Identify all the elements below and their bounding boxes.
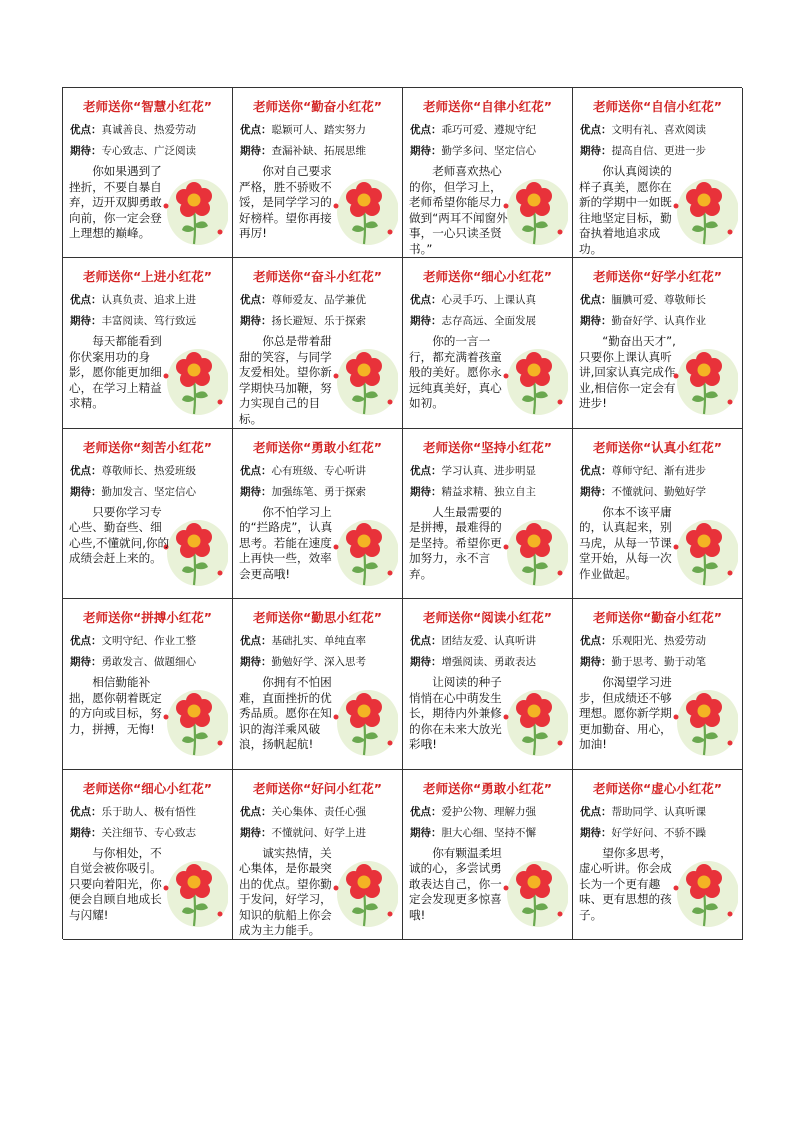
merit-line	[410, 122, 536, 137]
merit-line	[70, 292, 196, 307]
card-title: 老师送你“勇敢小红花”	[423, 780, 552, 796]
merit-line	[70, 633, 196, 648]
card-message: 诚实热情，关心集体，是你最突出的优点。望你勤于发问，好学习，知识的航船上你会成为主力能手。	[239, 845, 332, 938]
merit-line	[240, 804, 366, 819]
flower-card	[63, 599, 233, 769]
card-message: 你总是带着甜甜的笑容，与同学友爱相处。望你新学期快马加鞭，努力实现自己的目标。	[239, 334, 332, 426]
card-title: 老师送你“虚心小红花”	[593, 780, 722, 796]
merit-line	[410, 463, 536, 478]
merit-line	[580, 463, 706, 478]
small-flower-dot	[558, 230, 563, 235]
flower-card	[233, 599, 403, 769]
merit-label: 优点：	[580, 464, 612, 477]
expect-line	[410, 143, 536, 158]
expect-line	[240, 313, 366, 328]
merit-text: 基础扎实、单纯直率	[271, 635, 366, 648]
small-flower-dot	[388, 400, 393, 405]
merit-line	[240, 463, 366, 478]
expect-label: 期待：	[240, 826, 272, 839]
expect-text: 扬长避短、乐于探索	[271, 315, 366, 328]
card-title: 老师送你“奋斗小红花”	[253, 269, 382, 285]
flower-card	[573, 258, 743, 428]
card-message: 让阅读的种子悄悄在心中萌发生长，期待内外兼修的你在未来大放光彩哦!	[409, 675, 502, 752]
flower-card	[233, 770, 403, 940]
flower-card	[233, 88, 403, 258]
expect-text: 精益求精、独立自主	[441, 485, 536, 498]
card-title: 老师送你“勤思小红花”	[253, 610, 382, 626]
merit-line	[580, 122, 706, 137]
flower-card	[573, 770, 743, 940]
small-flower-dot	[558, 570, 563, 575]
small-flower-dot	[388, 230, 393, 235]
card-title: 老师送你“勇敢小红花”	[253, 439, 382, 455]
flower-center-shape	[698, 534, 711, 547]
card-title: 老师送你“细心小红花”	[83, 780, 212, 796]
flower-card	[403, 88, 573, 258]
merit-text: 乐观阳光、热爱劳动	[611, 635, 706, 648]
merit-line	[240, 292, 366, 307]
card-message: 你对自己要求严格，胜不骄败不馁，是同学学习的好榜样。望你再接再厉!	[239, 164, 332, 240]
merit-label: 优点：	[410, 635, 442, 648]
small-flower-dot	[218, 570, 223, 575]
merit-label: 优点：	[410, 464, 442, 477]
expect-line	[240, 143, 366, 158]
flower-card	[403, 429, 573, 599]
expect-line	[70, 654, 196, 669]
expect-text: 勤加发言、坚定信心	[101, 485, 196, 498]
merit-line	[70, 463, 196, 478]
merit-label: 优点：	[580, 635, 612, 648]
flower-card	[63, 258, 233, 428]
expect-text: 丰富阅读、笃行致远	[101, 315, 196, 328]
expect-text: 志存高远、全面发展	[441, 315, 536, 328]
small-flower-dot	[728, 400, 733, 405]
card-title: 老师送你“细心小红花”	[423, 269, 552, 285]
expect-line	[70, 825, 196, 840]
expect-label: 期待：	[70, 145, 102, 157]
card-message: 望你多思考，虚心听讲。你会成长为一个更有趣味、更有思想的孩子。	[579, 845, 672, 922]
expect-text: 勇敢发言、做题细心	[101, 656, 196, 669]
flower-card	[403, 770, 573, 940]
merit-label: 优点：	[240, 805, 272, 818]
card-title: 老师送你“自律小红花”	[423, 99, 552, 114]
card-title: 老师送你“认真小红花”	[593, 439, 722, 455]
small-flower-dot	[388, 741, 393, 746]
flower-center-shape	[698, 194, 711, 207]
flower-card	[63, 88, 233, 258]
flower-card	[403, 599, 573, 769]
merit-text: 腼腆可爱、尊敬师长	[611, 294, 706, 307]
flower-center-shape	[698, 705, 711, 718]
merit-line	[240, 122, 366, 137]
flower-center-shape	[528, 875, 541, 888]
flower-center-shape	[188, 705, 201, 718]
expect-label: 期待：	[70, 826, 102, 839]
expect-label: 期待：	[580, 315, 612, 328]
expect-text: 不懂就问、好学上进	[271, 826, 366, 839]
card-message: 只要你学习专心些、勤奋些、细心些,不懂就问,你的成绩会赶上来的。	[69, 504, 170, 566]
merit-text: 聪颖可人、踏实努力	[271, 124, 366, 136]
expect-label: 期待：	[410, 145, 442, 157]
card-message: 你拥有不怕困难，直面挫折的优秀品质。愿你在知识的海洋乘风破浪，扬帆起航!	[239, 675, 332, 752]
expect-text: 关注细节、专心致志	[101, 826, 196, 839]
expect-label: 期待：	[70, 485, 102, 498]
merit-text: 真诚善良、热爱劳动	[101, 124, 196, 136]
merit-text: 团结友爱、认真听讲	[441, 635, 536, 648]
expect-text: 提高自信、更进一步	[611, 145, 706, 157]
merit-line	[410, 804, 536, 819]
flower-center-shape	[528, 194, 541, 207]
flower-card-sheet	[62, 87, 742, 939]
flower-center-shape	[358, 534, 371, 547]
merit-text: 关心集体、责任心强	[271, 805, 366, 818]
merit-line	[410, 292, 536, 307]
expect-text: 勤奋好学、认真作业	[611, 315, 706, 328]
card-title: 老师送你“自信小红花”	[593, 99, 722, 114]
expect-label: 期待：	[410, 826, 442, 839]
card-title: 老师送你“上进小红花”	[83, 269, 212, 285]
flower-card	[63, 770, 233, 940]
expect-text: 查漏补缺、拓展思维	[271, 145, 366, 157]
expect-label: 期待：	[240, 145, 272, 157]
merit-label: 优点：	[70, 635, 102, 648]
expect-label: 期待：	[410, 485, 442, 498]
merit-text: 尊师守纪、渐有进步	[611, 464, 706, 477]
card-message: 你渴望学习进步，但成绩还不够理想。愿你新学期更加勤奋、用心，加油!	[579, 675, 672, 752]
merit-text: 文明守纪、作业工整	[101, 635, 196, 648]
merit-text: 文明有礼、喜欢阅读	[611, 124, 706, 136]
flower-center-shape	[188, 194, 201, 207]
merit-text: 尊师爱友、品学兼优	[271, 294, 366, 307]
expect-label: 期待：	[70, 315, 102, 328]
merit-line	[70, 122, 196, 137]
small-flower-dot	[728, 570, 733, 575]
merit-label: 优点：	[240, 464, 272, 477]
merit-text: 乖巧可爱、遵规守纪	[441, 124, 536, 136]
merit-line	[580, 292, 706, 307]
small-flower-dot	[388, 911, 393, 916]
merit-label: 优点：	[580, 124, 612, 136]
card-title: 老师送你“坚持小红花”	[423, 439, 552, 455]
merit-label: 优点：	[70, 124, 102, 136]
flower-center-shape	[528, 705, 541, 718]
expect-label: 期待：	[410, 315, 442, 328]
flower-center-shape	[188, 364, 201, 377]
flower-card	[403, 258, 573, 428]
expect-label: 期待：	[580, 145, 612, 157]
card-message: 你有颗温柔坦诚的心，多尝试勇敢表达自己，你一定会发现更多惊喜哦!	[409, 845, 502, 922]
card-message: 你的一言一行，都充满着孩童般的美好。愿你永远纯真美好，真心如初。	[409, 334, 502, 411]
expect-text: 勤勉好学、深入思考	[271, 656, 366, 669]
expect-line	[580, 484, 706, 499]
expect-text: 加强练笔、勇于探索	[271, 485, 366, 498]
flower-center-shape	[358, 194, 371, 207]
small-flower-dot	[558, 400, 563, 405]
merit-label: 优点：	[240, 635, 272, 648]
small-flower-dot	[388, 570, 393, 575]
merit-label: 优点：	[240, 294, 272, 307]
flower-card	[63, 429, 233, 599]
merit-line	[70, 804, 196, 819]
card-title: 老师送你“好学小红花”	[593, 269, 722, 285]
expect-line	[410, 313, 536, 328]
merit-label: 优点：	[70, 464, 102, 477]
flower-center-shape	[698, 875, 711, 888]
merit-text: 心灵手巧、上课认真	[441, 294, 536, 307]
small-flower-dot	[728, 911, 733, 916]
expect-label: 期待：	[580, 485, 612, 498]
expect-text: 专心致志、广泛阅读	[101, 145, 196, 157]
expect-line	[240, 654, 366, 669]
expect-line	[580, 313, 706, 328]
merit-label: 优点：	[70, 294, 102, 307]
small-flower-dot	[558, 741, 563, 746]
flower-center-shape	[528, 534, 541, 547]
merit-text: 认真负责、追求上进	[101, 294, 196, 307]
flower-center-shape	[698, 364, 711, 377]
merit-label: 优点：	[70, 805, 102, 818]
card-message: 你不怕学习上的“拦路虎”，认真思考。若能在速度上再快一些，效率会更高哦!	[239, 504, 333, 581]
expect-text: 勤于思考、勤于动笔	[611, 656, 706, 669]
flower-card	[573, 88, 743, 258]
small-flower-dot	[218, 911, 223, 916]
expect-line	[410, 825, 536, 840]
expect-text: 勤学多问、坚定信心	[441, 145, 536, 157]
expect-line	[70, 143, 196, 158]
expect-label: 期待：	[580, 656, 612, 669]
merit-label: 优点：	[580, 294, 612, 307]
card-title: 老师送你“好问小红花”	[253, 780, 382, 796]
merit-label: 优点：	[410, 124, 442, 136]
card-title: 老师送你“刻苦小红花”	[83, 439, 212, 455]
small-flower-dot	[218, 741, 223, 746]
flower-center-shape	[358, 705, 371, 718]
card-message: 与你相处，不自觉会被你吸引。只要向着阳光，你便会自顾自地成长与闪耀!	[69, 845, 162, 922]
expect-line	[410, 484, 536, 499]
expect-line	[580, 654, 706, 669]
expect-line	[580, 825, 706, 840]
expect-label: 期待：	[580, 826, 612, 839]
expect-line	[70, 313, 196, 328]
expect-label: 期待：	[70, 656, 102, 669]
expect-text: 不懂就问、勤勉好学	[611, 485, 706, 498]
merit-text: 帮助同学、认真听课	[611, 805, 706, 818]
expect-label: 期待：	[240, 315, 272, 328]
merit-text: 学习认真、进步明显	[441, 464, 536, 477]
merit-line	[240, 633, 366, 648]
card-message: 你本不该平庸的，认真起来，别马虎，从每一节课堂开始，从每一次作业做起。	[579, 504, 672, 581]
merit-label: 优点：	[410, 294, 442, 307]
expect-text: 增强阅读、勇敢表达	[441, 656, 536, 669]
merit-line	[580, 804, 706, 819]
card-title: 老师送你“拼搏小红花”	[83, 610, 212, 626]
expect-label: 期待：	[240, 485, 272, 498]
flower-center-shape	[188, 875, 201, 888]
merit-line	[580, 633, 706, 648]
card-message: “勤奋出天才”,只要你上课认真听讲,回家认真完成作业,相信你一定会有进步!	[579, 334, 676, 411]
expect-text: 胆大心细、坚持不懈	[441, 826, 536, 839]
small-flower-dot	[558, 911, 563, 916]
flower-center-shape	[358, 875, 371, 888]
merit-label: 优点：	[240, 124, 272, 136]
expect-line	[580, 143, 706, 158]
small-flower-dot	[218, 400, 223, 405]
card-title: 老师送你“勤奋小红花”	[253, 99, 382, 114]
card-title: 老师送你“智慧小红花”	[83, 99, 212, 114]
small-flower-dot	[728, 230, 733, 235]
flower-card	[573, 429, 743, 599]
merit-text: 尊敬师长、热爱班级	[101, 464, 196, 477]
card-message: 人生最需要的是拼搏，最难得的是坚持。希望你更加努力，永不言弃。	[409, 504, 502, 581]
merit-text: 乐于助人、极有悟性	[101, 805, 196, 818]
flower-center-shape	[188, 534, 201, 547]
card-message: 你认真阅读的样子真美，愿你在新的学期中一如既往地坚定目标，勤奋执着地追求成功。	[579, 164, 672, 256]
card-title: 老师送你“勤奋小红花”	[593, 610, 722, 626]
small-flower-dot	[728, 741, 733, 746]
flower-card	[573, 599, 743, 769]
merit-label: 优点：	[580, 805, 612, 818]
expect-line	[70, 484, 196, 499]
expect-line	[240, 484, 366, 499]
expect-label: 期待：	[240, 656, 272, 669]
expect-line	[410, 654, 536, 669]
card-message: 你如果遇到了挫折，不要自暴自弃，迈开双脚勇敢向前，你一定会登上理想的巅峰。	[69, 164, 162, 240]
small-flower-dot	[218, 230, 223, 235]
flower-center-shape	[528, 364, 541, 377]
expect-text: 好学好问、不骄不躁	[611, 826, 706, 839]
merit-text: 爱护公物、理解力强	[441, 805, 536, 818]
flower-card	[233, 258, 403, 428]
merit-text: 心有班级、专心听讲	[271, 464, 366, 477]
card-message: 老师喜欢热心的你，但学习上，老师希望你能尽力做到“两耳不闻窗外事，一心只读圣贤书。”	[409, 164, 508, 256]
card-message: 相信勤能补拙，愿你朝着既定的方向或目标，努力，拼搏，无悔!	[69, 675, 162, 736]
card-title: 老师送你“阅读小红花”	[423, 610, 552, 626]
flower-card	[233, 429, 403, 599]
expect-label: 期待：	[410, 656, 442, 669]
merit-label: 优点：	[410, 805, 442, 818]
flower-center-shape	[358, 364, 371, 377]
card-message: 每天都能看到你伏案用功的身影，愿你能更加细心，在学习上精益求精。	[69, 334, 162, 411]
merit-line	[410, 633, 536, 648]
expect-line	[240, 825, 366, 840]
